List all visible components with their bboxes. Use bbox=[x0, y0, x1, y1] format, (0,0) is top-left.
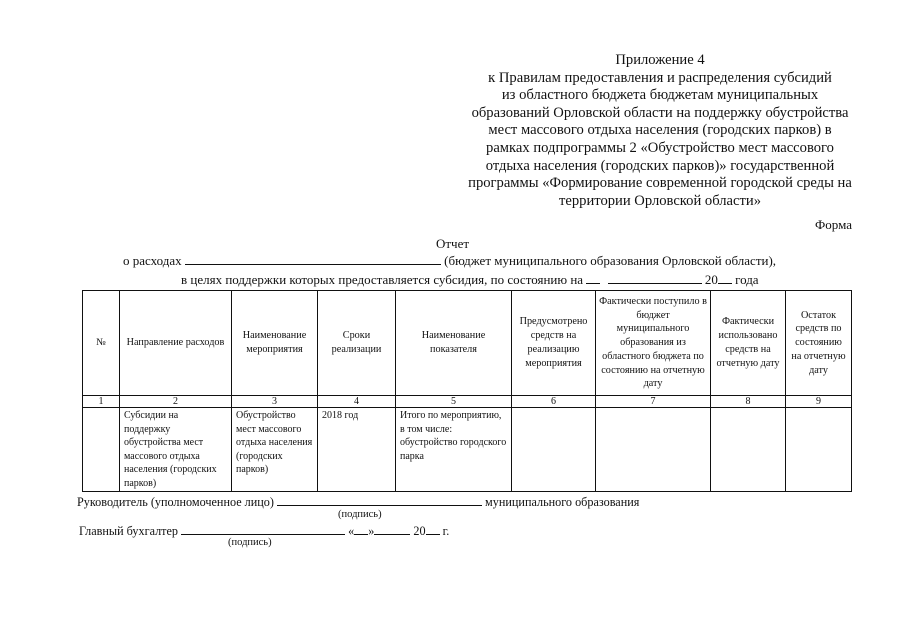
table-row bbox=[83, 408, 852, 492]
table-cell bbox=[596, 408, 711, 492]
accountant-quote-close: » bbox=[368, 524, 375, 538]
appendix-line: мест массового отдыха населения (городских парков) в bbox=[488, 122, 832, 139]
table-cell: 2018 год bbox=[318, 408, 396, 492]
table-header-cell: Наименование показателя bbox=[396, 291, 512, 396]
table-cell bbox=[711, 408, 786, 492]
table-cell: Итого по мероприятию, в том числе: обустройство городского парка bbox=[396, 408, 512, 492]
column-number: 1 bbox=[83, 396, 120, 408]
appendix-header bbox=[445, 52, 875, 210]
head-signature-caption: (подпись) bbox=[338, 509, 382, 520]
column-number: 4 bbox=[318, 396, 396, 408]
table-header-cell: Фактически использовано средств на отчетную дату bbox=[711, 291, 786, 396]
column-number: 6 bbox=[512, 396, 596, 408]
table-header-cell: № bbox=[83, 291, 120, 396]
appendix-line: из областного бюджета бюджетам муниципальных bbox=[501, 87, 819, 104]
table-header-cell: Сроки реализации bbox=[318, 291, 396, 396]
report-month-blank bbox=[608, 272, 702, 284]
table-cell bbox=[512, 408, 596, 492]
accountant-month-blank bbox=[374, 523, 410, 535]
report-title: Отчет bbox=[435, 236, 470, 251]
table-cell: Субсидии на поддержку обустройства мест массового отдыха населения (городских парков) bbox=[120, 408, 232, 492]
table-header-cell: Наименование мероприятия bbox=[232, 291, 318, 396]
appendix-line: образований Орловской области на поддержку обустройства bbox=[471, 104, 849, 121]
accountant-signature-blank bbox=[181, 523, 345, 535]
head-suffix: муниципального образования bbox=[485, 495, 640, 509]
accountant-day-blank bbox=[354, 523, 368, 535]
report-day-blank bbox=[586, 272, 600, 284]
report-subject-line bbox=[123, 253, 776, 269]
report-line1-end: (бюджет муниципального образования Орловской области), bbox=[444, 253, 777, 268]
accountant-year-prefix: 20 bbox=[413, 524, 426, 538]
form-label: Форма bbox=[815, 217, 852, 232]
table-header-cell: Фактически поступило в бюджет муниципального образования из областного бюджета по состоянию на отчетную дату bbox=[596, 291, 711, 396]
report-line2-end: года bbox=[735, 272, 759, 287]
table-header-row bbox=[83, 291, 852, 396]
report-year-blank bbox=[718, 272, 732, 284]
head-label: Руководитель (уполномоченное лицо) bbox=[77, 495, 274, 509]
appendix-line: Приложение 4 bbox=[615, 52, 705, 68]
report-year-prefix: 20 bbox=[704, 272, 718, 287]
column-number: 8 bbox=[711, 396, 786, 408]
accountant-label: Главный бухгалтер bbox=[79, 524, 179, 538]
table-number-row bbox=[83, 396, 852, 408]
table-header-cell: Остаток средств по состоянию на отчетную дату bbox=[786, 291, 852, 396]
table-header-cell: Направление расходов bbox=[120, 291, 232, 396]
head-signature-line bbox=[77, 494, 639, 510]
appendix-line: отдыха населения (городских парков)» государственной bbox=[485, 157, 835, 174]
accountant-quote-open: « bbox=[348, 524, 355, 538]
report-date-line bbox=[181, 272, 759, 288]
appendix-line: рамках подпрограммы 2 «Обустройство мест массового bbox=[486, 139, 834, 156]
table-cell: Обустройство мест массового отдыха населения (городских парков) bbox=[232, 408, 318, 492]
column-number: 5 bbox=[396, 396, 512, 408]
appendix-line: территории Орловской области» bbox=[559, 192, 761, 209]
column-number: 3 bbox=[232, 396, 318, 408]
accountant-year-blank bbox=[426, 523, 440, 535]
report-line2-start: в целях поддержки которых предоставляется субсидия, по состоянию на bbox=[181, 272, 584, 287]
column-number: 9 bbox=[786, 396, 852, 408]
head-signature-blank bbox=[277, 494, 482, 506]
appendix-line: программы «Формирование современной городской среды на bbox=[468, 175, 852, 192]
column-number: 2 bbox=[120, 396, 232, 408]
report-line1-start: о расходах bbox=[123, 253, 182, 268]
accountant-signature-caption: (подпись) bbox=[228, 537, 272, 548]
table-header-cell: Предусмотрено средств на реализацию мероприятия bbox=[512, 291, 596, 396]
accountant-year-suffix: г. bbox=[442, 524, 450, 538]
table-cell bbox=[83, 408, 120, 492]
appendix-line: к Правилам предоставления и распределения субсидий bbox=[488, 69, 832, 86]
report-table bbox=[82, 290, 852, 492]
report-budget-blank bbox=[185, 253, 441, 265]
column-number: 7 bbox=[596, 396, 711, 408]
table-cell bbox=[786, 408, 852, 492]
